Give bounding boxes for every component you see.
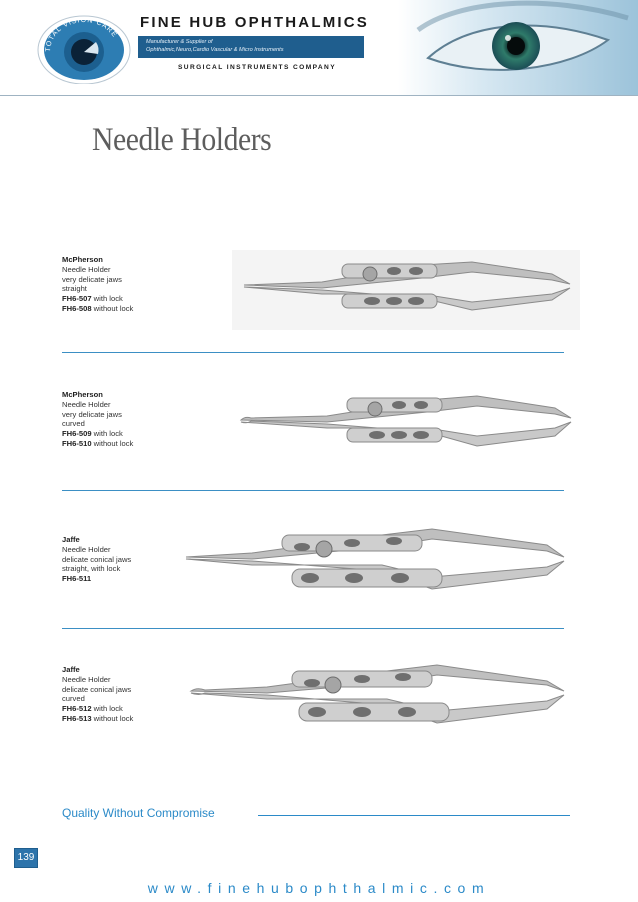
product-line: Needle Holder <box>62 264 111 274</box>
product-code-note: with lock <box>93 704 123 714</box>
product-code: FH6-513 <box>62 713 92 723</box>
product-code: FH6-511 <box>62 574 92 584</box>
product-description <box>62 535 131 584</box>
eye-logo-icon <box>36 12 132 84</box>
footer-rule <box>258 815 570 816</box>
product-line: Needle Holder <box>62 399 111 409</box>
product-code-note: without lock <box>93 438 134 448</box>
needle-holder-image <box>237 390 577 460</box>
product-name: McPherson <box>62 255 103 264</box>
product-code-row <box>62 574 131 584</box>
needle-holder-image <box>232 250 580 330</box>
product-line: straight <box>62 284 87 294</box>
company-subtitle: SURGICAL INSTRUMENTS COMPANY <box>178 64 337 71</box>
product-item <box>62 665 582 745</box>
section-divider <box>62 628 564 629</box>
product-code-row <box>62 429 133 439</box>
page-number: 139 <box>14 848 38 868</box>
product-line: delicate conical jaws <box>62 684 132 694</box>
product-code: FH6-507 <box>62 294 92 304</box>
product-code-note: without lock <box>93 713 134 723</box>
header-rule <box>0 95 638 96</box>
page-title: Needle Holders <box>92 122 272 158</box>
logo-ring-text: TOTAL VISION CARE <box>44 17 119 53</box>
product-code-row <box>62 704 133 714</box>
needle-holder-image <box>182 527 572 607</box>
company-band <box>138 36 364 58</box>
product-line: Needle Holder <box>62 544 111 554</box>
product-code: FH6-512 <box>62 704 92 714</box>
product-code: FH6-510 <box>62 438 92 448</box>
product-code-row <box>62 294 133 304</box>
product-code-note: with lock <box>93 429 123 439</box>
footer-tagline: Quality Without Compromise <box>62 806 215 820</box>
product-code: FH6-508 <box>62 303 92 313</box>
product-description <box>62 665 133 724</box>
product-code-row <box>62 439 133 449</box>
product-code-note: with lock <box>93 294 123 304</box>
section-divider <box>62 352 564 353</box>
product-code-note: without lock <box>93 303 134 313</box>
product-name: McPherson <box>62 390 103 399</box>
product-code: FH6-509 <box>62 429 92 439</box>
product-line: very delicate jaws <box>62 274 122 284</box>
product-line: curved <box>62 419 85 429</box>
needle-holder-image <box>187 663 572 738</box>
website-url[interactable]: www.finehubophthalmic.com <box>147 880 491 896</box>
company-name: FINE HUB OPHTHALMICS <box>140 14 369 31</box>
product-line: very delicate jaws <box>62 409 122 419</box>
page-header <box>0 0 638 96</box>
product-description <box>62 390 133 449</box>
product-line: Needle Holder <box>62 674 111 684</box>
product-line: straight, with lock <box>62 564 121 574</box>
product-name: Jaffe <box>62 665 80 674</box>
product-code-row <box>62 714 133 724</box>
product-line: delicate conical jaws <box>62 554 132 564</box>
product-line: curved <box>62 694 85 704</box>
company-tagline-2: Ophthalmic,Neuro,Cardio Vascular & Micro Instruments <box>146 47 284 53</box>
product-description <box>62 255 133 314</box>
company-tagline-1: Manufacturer & Supplier of <box>146 39 213 45</box>
product-item <box>62 390 582 470</box>
product-name: Jaffe <box>62 535 80 544</box>
product-item <box>62 255 582 335</box>
section-divider <box>62 490 564 491</box>
eye-photo <box>398 0 638 95</box>
product-code-row <box>62 304 133 314</box>
product-item <box>62 535 582 615</box>
